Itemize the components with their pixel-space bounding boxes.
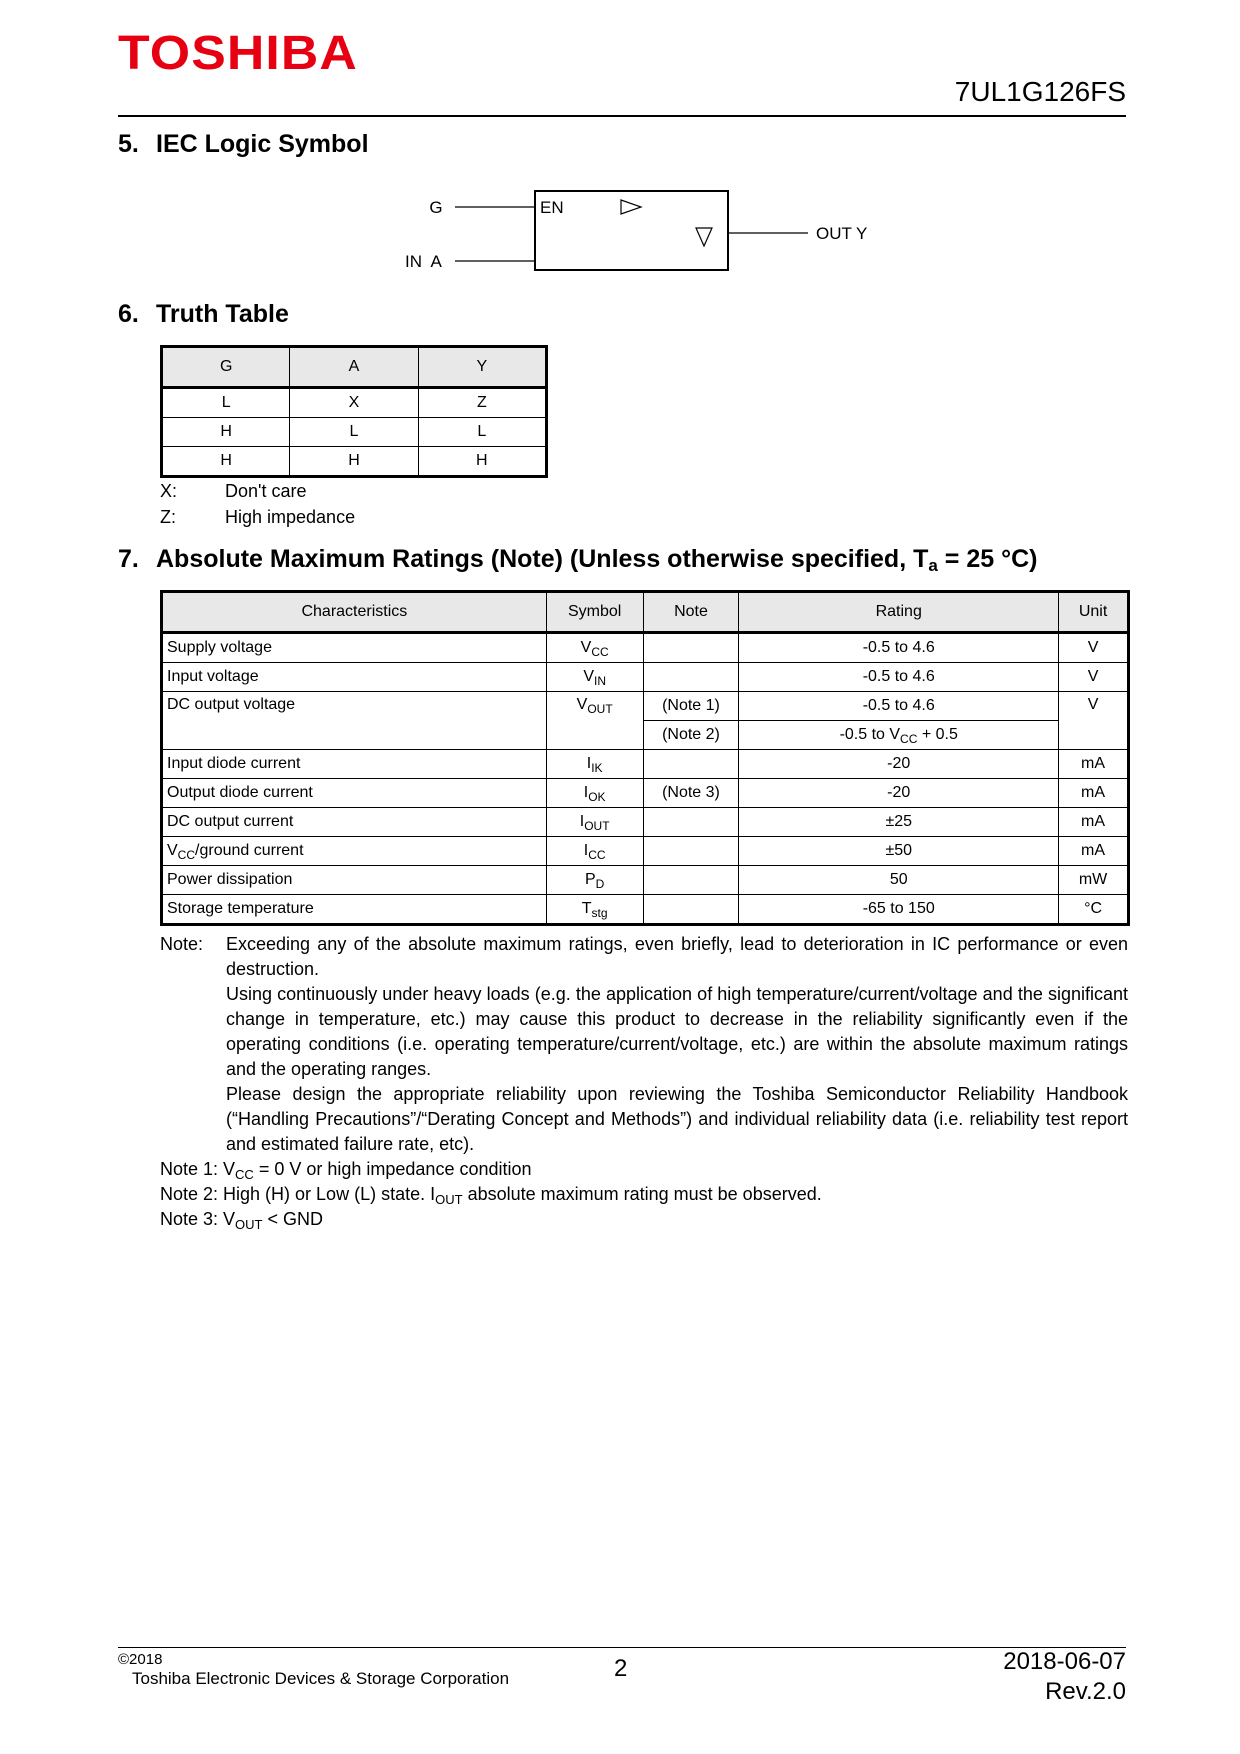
rating: -65 to 150 (739, 895, 1059, 925)
table-row (162, 692, 1129, 721)
footer-corporation: Toshiba Electronic Devices & Storage Corporation (132, 1669, 510, 1688)
section-amr-title: 7. Absolute Maximum Ratings (Note) (Unless otherwise specified, $T_a = 25$ °C) (118, 545, 1038, 575)
unit: °C (1059, 895, 1129, 925)
table-cell: L (418, 418, 546, 447)
rating: -0.5 to 4.6 (739, 663, 1059, 692)
symbol: $T_{stg}$ (546, 895, 643, 925)
header-rating: Rating (739, 592, 1059, 633)
en-label: EN (540, 198, 564, 217)
note-body (226, 932, 1128, 1157)
page-number: 2 (614, 1655, 628, 1682)
note-cell (643, 663, 739, 692)
unit: mA (1059, 808, 1129, 837)
footer-date: 2018-06-07 (1003, 1648, 1126, 1675)
note-cell (643, 750, 739, 779)
characteristic: Power dissipation (162, 866, 547, 895)
rating: -0.5 to 4.6 (739, 633, 1059, 663)
header-y: Y (418, 347, 546, 388)
buffer-triangle-icon (621, 200, 641, 214)
table-row (162, 895, 1129, 925)
footer-revision: Rev.2.0 (1045, 1678, 1126, 1705)
symbol: $I_{OK}$ (546, 779, 643, 808)
note-cell (643, 808, 739, 837)
legend-x: X: Don't care (160, 481, 307, 501)
toshiba-logo: TOSHIBA (118, 27, 358, 80)
amr-notes (160, 932, 1128, 1232)
rating: 50 (739, 866, 1059, 895)
absolute-maximum-ratings-table (160, 590, 1130, 926)
unit: V (1059, 633, 1129, 663)
table-row (162, 633, 1129, 663)
truth-table (160, 345, 548, 478)
header-a: A (290, 347, 418, 388)
note-cell: (Note 1) (643, 692, 739, 721)
part-number: 7UL1G126FS (954, 76, 1126, 107)
table-cell: H (162, 447, 290, 477)
table-cell: Z (418, 388, 546, 418)
note-cell (643, 895, 739, 925)
header-note: Note (643, 592, 739, 633)
table-cell: H (290, 447, 418, 477)
table-cell: L (162, 388, 290, 418)
note-1: Note 1: $V_{CC} = 0$ V or high impedance condition (160, 1159, 532, 1182)
note-label: Note: (160, 934, 204, 954)
characteristic: DC output current (162, 808, 547, 837)
pin-in-a-label: IN A (405, 252, 442, 271)
note-cell (643, 633, 739, 663)
symbol: $P_D$ (546, 866, 643, 895)
symbol: $V_{OUT}$ (546, 692, 643, 750)
table-row (162, 779, 1129, 808)
truth-table-header (162, 347, 547, 388)
unit: mA (1059, 837, 1129, 866)
characteristic: DC output voltage (162, 692, 547, 750)
characteristic: Input diode current (162, 750, 547, 779)
note-cell: (Note 2) (643, 721, 739, 750)
rating: -20 (739, 779, 1059, 808)
symbol: $V_{CC}$ (546, 633, 643, 663)
note-cell (643, 837, 739, 866)
table-row (162, 663, 1129, 692)
legend-z: Z: High impedance (160, 507, 356, 527)
characteristic: Storage temperature (162, 895, 547, 925)
unit: V (1059, 663, 1129, 692)
note-paragraph: Using continuously under heavy loads (e.g. the application of high temperature/current/voltage and the significant change in temperature, etc.) may cause this product to decrease in the reliability significantly even if the operating conditions (i.e. operating temperature/current/voltage, etc.) are within the absolute maximum ratings and the operating ranges. (226, 984, 1128, 1079)
header-unit: Unit (1059, 592, 1129, 633)
characteristic: $V_{CC}$/ground current (162, 837, 547, 866)
section-truth-table-title: 6. Truth Table (118, 300, 289, 328)
characteristic: Output diode current (162, 779, 547, 808)
rating: ±25 (739, 808, 1059, 837)
footer-rule (118, 1647, 1126, 1648)
table-row (162, 866, 1129, 895)
note-cell (643, 866, 739, 895)
amr-header (162, 592, 1129, 633)
table-row (162, 447, 547, 477)
header-g: G (162, 347, 290, 388)
characteristic: Supply voltage (162, 633, 547, 663)
table-row (162, 388, 547, 418)
table-row (162, 750, 1129, 779)
table-cell: L (290, 418, 418, 447)
note-paragraph: Exceeding any of the absolute maximum ratings, even briefly, lead to deterioration in IC performance or even destruction. (226, 934, 1128, 979)
symbol: $V_{IN}$ (546, 663, 643, 692)
header-rule (118, 115, 1126, 117)
pin-g-label: G (429, 198, 443, 217)
symbol: $I_{CC}$ (546, 837, 643, 866)
pin-out-y-label: OUT Y (816, 224, 868, 243)
unit: V (1059, 692, 1129, 750)
table-cell: H (418, 447, 546, 477)
table-row (162, 808, 1129, 837)
rating: ±50 (739, 837, 1059, 866)
note-3: Note 3: $V_{OUT}$ < GND (160, 1209, 324, 1232)
rating: -0.5 to 4.6 (739, 692, 1059, 721)
unit: mA (1059, 779, 1129, 808)
rating: -20 (739, 750, 1059, 779)
table-cell: X (290, 388, 418, 418)
characteristic: Input voltage (162, 663, 547, 692)
rating: -0.5 to $V_{CC} + 0.5$ (739, 721, 1059, 750)
note-cell: (Note 3) (643, 779, 739, 808)
note-2: Note 2: High (H) or Low (L) state. $I_{OUT}$ absolute maximum rating must be observed. (160, 1184, 822, 1207)
header-characteristics: Characteristics (162, 592, 547, 633)
header-symbol: Symbol (546, 592, 643, 633)
footer-copyright: ©2018 (118, 1651, 163, 1668)
table-cell: H (162, 418, 290, 447)
tristate-triangle-icon (696, 228, 712, 246)
logic-box (535, 191, 728, 270)
table-row (162, 418, 547, 447)
note-paragraph: Please design the appropriate reliability upon reviewing the Toshiba Semiconductor Reliability Handbook (“Handling Precautions”/“Derating Concept and Methods”) and individual reliability data (i.e. reliability test report and estimated failure rate, etc). (226, 1084, 1128, 1154)
symbol: $I_{IK}$ (546, 750, 643, 779)
iec-logic-symbol (400, 180, 900, 280)
symbol: $I_{OUT}$ (546, 808, 643, 837)
unit: mA (1059, 750, 1129, 779)
table-row (162, 837, 1129, 866)
section-logic-symbol-title: 5. IEC Logic Symbol (118, 130, 369, 158)
unit: mW (1059, 866, 1129, 895)
